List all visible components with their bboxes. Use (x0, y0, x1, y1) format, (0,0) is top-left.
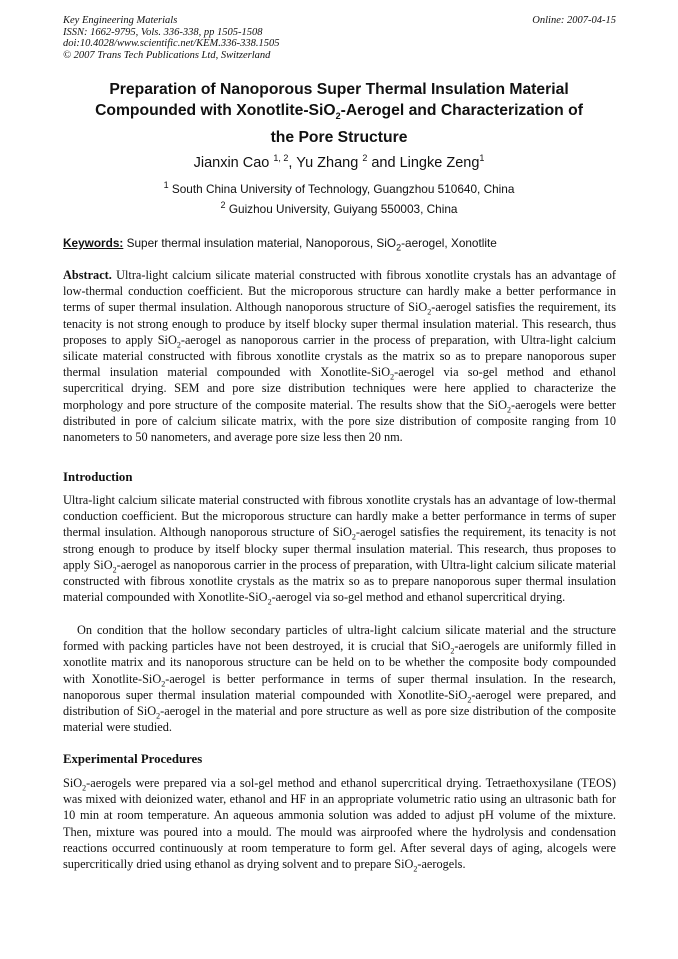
journal-name: Key Engineering Materials (63, 15, 178, 26)
abstract-paragraph: Abstract. Ultra-light calcium silicate material constructed with fibrous xonotlite crystals has an advantage of low-thermal conduction coefficient. But the microporous structure can hardly make a better performance in terms of super thermal insulation. Although nanoporous structure of SiO$_2$-aerogel satisfies the requirement, its tenacity is not strong enough to produce by itself blocky super thermal insulation material. This research, thus proposes to apply SiO$_2$-aerogel as nanoporous carrier in the process of preparation, with Ultra-light calcium silicate material constructed with fibrous xonotlite crystals as the matrix so as to prepare nanoporous super thermal insulation material compounded with Xonotlite-SiO$_2$-aerogel via so-gel method and ethanol supercritical drying. SEM and pore size distribution techniques were here applied to characterize the morphology and pore structure of the composite material. The results show that the SiO$_2$-aerogels were better distributed in pore of calcium silicate matrix, with the pore size distribution of composite ranging from 10 nanometers to 50 nanometers, and average pore size less then 20 nm. (63, 268, 616, 445)
online-date: Online: 2007-04-15 (532, 15, 616, 26)
author-list (60, 153, 618, 171)
experimental-heading: Experimental Procedures (63, 752, 203, 766)
keywords-label: Keywords: (63, 236, 124, 250)
author-3: and Lingke Zeng (367, 154, 480, 171)
copyright-line: © 2007 Trans Tech Publications Ltd, Switzerland (63, 49, 271, 61)
author-3-affil: 1 (479, 153, 485, 163)
author-2: , Yu Zhang (288, 154, 359, 171)
experimental-paragraph-1: SiO$_2$-aerogels were prepared via a sol-gel method and ethanol supercritical drying. Tetraethoxysilane (TEOS) was mixed with deionized water, ethanol and HF in an appropriate volumetric ratio using an ultrasonic bath for 10 min at room temperature. An aqueous ammonia solution was added to adjust pH volume of the mixture. Then, mixture was poured into a mould. The mould was airproofed where the hydrolysis and condensation reactions occurred continuously at room temperature to form gel. After several days of aging, alcogels were supercritically dried using ethanol as drying solvent and to prepare SiO$_2$-aerogels. (63, 776, 616, 874)
author-1: Jianxin Cao (193, 154, 270, 171)
affiliation-1: $^1$ South China University of Technology, Guangzhou 510640, China (163, 180, 515, 196)
affiliation-2: $^2$ Guizhou University, Guiyang 550003, China (220, 200, 458, 216)
keywords: Keywords: Super thermal insulation material, Nanoporous, SiO$_2$-aerogel, Xonotlite (63, 236, 497, 253)
paper-title (60, 79, 618, 148)
introduction-paragraph-1: Ultra-light calcium silicate material constructed with fibrous xonotlite crystals has an advantage of low-thermal conduction coefficient. But the microporous structure can hardly make a better performance in terms of super thermal insulation. Although nanoporous structure of SiO$_2$-aerogel satisfies the requirement, its tenacity is not strong enough to produce by itself blocky super thermal insulation material. This research, thus proposes to apply SiO$_2$-aerogel as nanoporous carrier in the process of preparation, with Ultra-light calcium silicate material constructed with fibrous xonotlite crystals as the matrix so as to prepare nanoporous super thermal insulation material compounded with Xonotlite-SiO$_2$-aerogel via so-gel method and ethanol supercritical drying. (63, 493, 617, 607)
introduction-heading: Introduction (63, 470, 133, 484)
doi-line: doi:10.4028/www.scientific.net/KEM.336-338.1505 (63, 38, 280, 49)
journal-header (63, 15, 616, 61)
issn-line: ISSN: 1662-9795, Vols. 336-338, pp 1505-1508 (63, 26, 263, 38)
abstract-label: Abstract. (63, 268, 112, 282)
author-2-affil: 2 (362, 153, 368, 163)
author-1-affil: 1, 2 (273, 153, 289, 163)
title-line-1: Preparation of Nanoporous Super Thermal Insulation Material (109, 81, 569, 98)
title-line-2: Compounded with Xonotlite-SiO$_2$-Aerogel and Characterization of (95, 102, 583, 122)
title-line-3: the Pore Structure (270, 129, 408, 147)
introduction-paragraph-2: On condition that the hollow secondary particles of ultra-light calcium silicate material and the structure formed with packing particles have not been destroyed, it is crucial that SiO$_2$-aerogels are uniformly filled in xonotlite matrix and its nanoporous structure can be held on to be whether the composite body compounded with Xonotlite-SiO$_2$-aerogel is better performance in terms of super thermal insulation. In the research, nanoporous super thermal insulation material compounded with Xonotlite-SiO$_2$-aerogel were prepared, and distribution of SiO$_2$-aerogel in the material and pore structure as well as pore size distribution of the composite material were studied. (63, 623, 617, 735)
